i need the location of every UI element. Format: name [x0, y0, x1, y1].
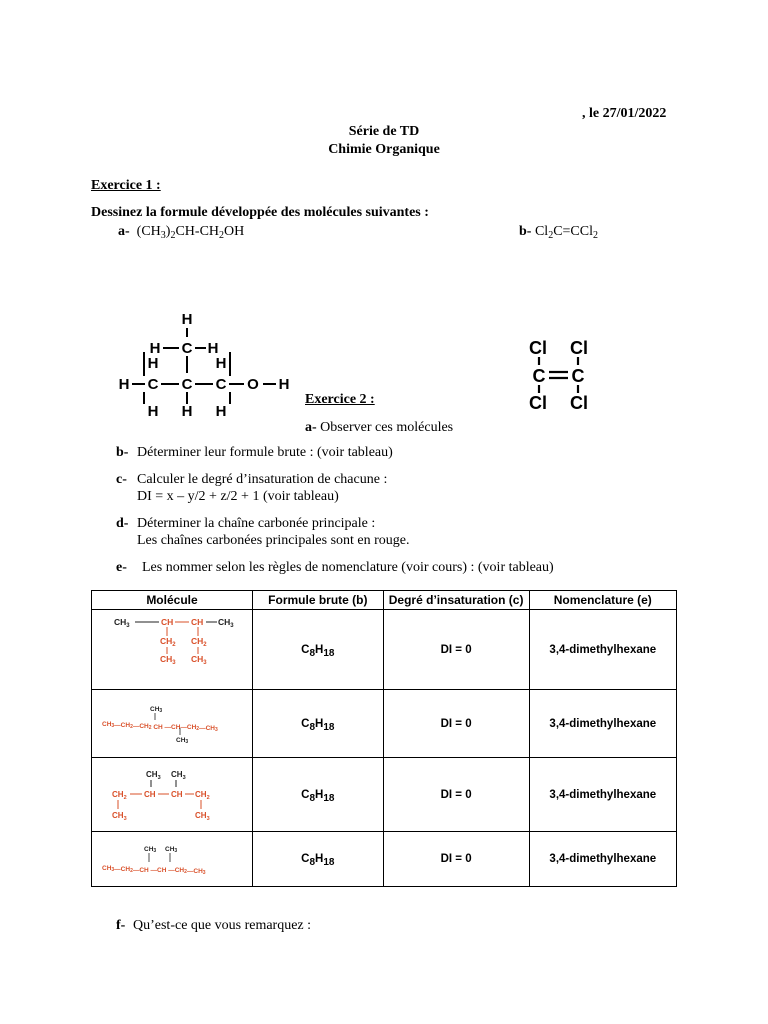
svg-text:H: H [215, 403, 227, 420]
molecule-cell [92, 758, 253, 832]
svg-text:Cl: Cl [570, 338, 588, 358]
molecule-a: a- $(CH_3)_2CH-CH_2OH$ [118, 224, 245, 241]
svg-text:CH: CH [171, 789, 183, 799]
svg-text:C: C [532, 366, 546, 386]
molecule-cell [92, 610, 253, 690]
svg-text:H: H [147, 403, 159, 420]
col-header-unsaturation: Degré d’insaturation (c) [383, 591, 529, 610]
unsaturation-cell: DI = 0 [383, 758, 529, 832]
nomenclature-cell: 3,4-dimethylhexane [529, 610, 676, 690]
svg-text:CH3: CH3 [176, 736, 189, 745]
svg-text:H: H [207, 340, 219, 357]
formula-cell: $C_8H_{18}$ [253, 690, 384, 758]
formula-cell: $C_8H_{18}$ [253, 832, 384, 887]
svg-text:H: H [181, 311, 193, 328]
exercise1-heading: Exercice 1 : [91, 178, 161, 193]
svg-text:CH3: $CH_3$ [195, 810, 210, 822]
svg-text:CH3—CH2—CH —CH —CH2—CH3: CH3—CH2—CH —CH —CH2—CH3 [102, 865, 206, 876]
table-row [92, 610, 677, 690]
svg-text:H: H [147, 355, 159, 372]
svg-text:C: C [181, 376, 193, 393]
svg-text:CH3: $CH_3$ [112, 810, 127, 822]
ex2-d-text: Déterminer la chaîne carbonée principale : [137, 516, 376, 531]
svg-text:Cl: Cl [529, 338, 547, 358]
ex2-f-text: Qu’est-ce que vous remarquez : [133, 918, 312, 933]
formula-cell: $C_8H_{18}$ [253, 758, 384, 832]
ex2-f-label: f- [116, 918, 126, 933]
svg-text:H: H [118, 376, 130, 393]
unsaturation-cell: DI = 0 [383, 690, 529, 758]
svg-text:C: C [215, 376, 227, 393]
ex2-a-text: Observer ces molécules [320, 420, 454, 435]
ex2-b-label: b- [116, 445, 129, 460]
page-subtitle: Chimie Organique [328, 142, 440, 157]
nomenclature-cell: 3,4-dimethylhexane [529, 832, 676, 887]
svg-text:C: C [571, 366, 585, 386]
page-title: Série de TD [348, 124, 420, 139]
molecule-4-structure [100, 841, 240, 877]
ex2-d-note: Les chaînes carbonées principales sont en rouge. [137, 533, 410, 548]
molecule-1-structure [112, 614, 252, 674]
svg-text:H: H [181, 403, 193, 420]
svg-text:CH3: CH3 [165, 846, 178, 854]
ex2-c-text: Calculer le degré d’insaturation de chacune : [137, 472, 388, 487]
structural-formula-a [110, 300, 300, 425]
ex2-item-a [305, 419, 453, 436]
nomenclature-cell: 3,4-dimethylhexane [529, 690, 676, 758]
svg-text:CH3: $CH_3$ [218, 617, 234, 629]
svg-text:H: H [278, 376, 290, 393]
exercise2-heading: Exercice 2 : [305, 392, 375, 407]
nomenclature-cell: 3,4-dimethylhexane [529, 758, 676, 832]
ex2-e-text: Les nommer selon les règles de nomenclature (voir cours) : (voir tableau) [142, 560, 554, 575]
unsaturation-cell: DI = 0 [383, 832, 529, 887]
structural-formula-b [522, 330, 602, 415]
ex2-d-label: d- [116, 516, 129, 531]
ex2-c-formula: DI = x – y/2 + z/2 + 1 (voir tableau) [137, 489, 339, 504]
svg-text:CH3: CH3 [150, 705, 163, 714]
svg-text:CH2: $CH_2$ [195, 789, 210, 801]
svg-text:Cl: Cl [570, 393, 588, 413]
ex2-c-label: c- [116, 472, 127, 487]
svg-text:CH3—CH2—CH2 CH —CH—CH2—CH3: CH3—CH2—CH2 CH —CH—CH2—CH3 [102, 720, 218, 733]
col-header-nomenclature: Nomenclature (e) [529, 591, 676, 610]
svg-text:CH3: $CH_3$ [171, 769, 186, 781]
svg-text:H: H [149, 340, 161, 357]
col-header-molecule: Molécule [92, 591, 253, 610]
date: , le 27/01/2022 [582, 106, 667, 121]
molecule-2-structure [100, 702, 240, 746]
svg-text:O: O [247, 376, 259, 393]
svg-text:CH: CH [161, 617, 174, 627]
table-row [92, 758, 677, 832]
svg-text:Cl: Cl [529, 393, 547, 413]
formula-cell: $C_8H_{18}$ [253, 610, 384, 690]
item-a-label: a- [118, 224, 130, 239]
svg-text:CH3: $CH_3$ [114, 617, 130, 629]
svg-text:CH: CH [144, 789, 156, 799]
unsaturation-cell: DI = 0 [383, 610, 529, 690]
svg-text:C: C [147, 376, 159, 393]
svg-text:CH3: $CH_3$ [191, 654, 207, 666]
svg-text:CH2: $CH_2$ [160, 636, 176, 648]
molecule-cell [92, 690, 253, 758]
exercise1-instruction: Dessinez la formule développée des molécules suivantes : [91, 205, 429, 220]
molecule-table [91, 590, 677, 887]
svg-text:CH: CH [191, 617, 204, 627]
molecule-3-structure [110, 764, 250, 826]
molecule-cell [92, 832, 253, 887]
svg-text:H: H [215, 355, 227, 372]
col-header-formula: Formule brute (b) [253, 591, 384, 610]
item-b-label: b- [519, 224, 532, 239]
svg-text:CH3: $CH_3$ [146, 769, 161, 781]
ex2-a-label: a- [305, 420, 317, 435]
svg-text:CH2: $CH_2$ [191, 636, 207, 648]
ex2-b-text: Déterminer leur formule brute : (voir tableau) [137, 445, 393, 460]
ex2-e-label: e- [116, 560, 127, 575]
svg-text:C: C [181, 340, 193, 357]
table-header-row [92, 591, 677, 610]
svg-text:CH3: CH3 [144, 846, 157, 854]
table-row [92, 832, 677, 887]
svg-text:CH3: $CH_3$ [160, 654, 176, 666]
table-row [92, 690, 677, 758]
svg-text:CH2: $CH_2$ [112, 789, 127, 801]
molecule-b: b- $Cl_2C=CCl_2$ [519, 224, 598, 241]
